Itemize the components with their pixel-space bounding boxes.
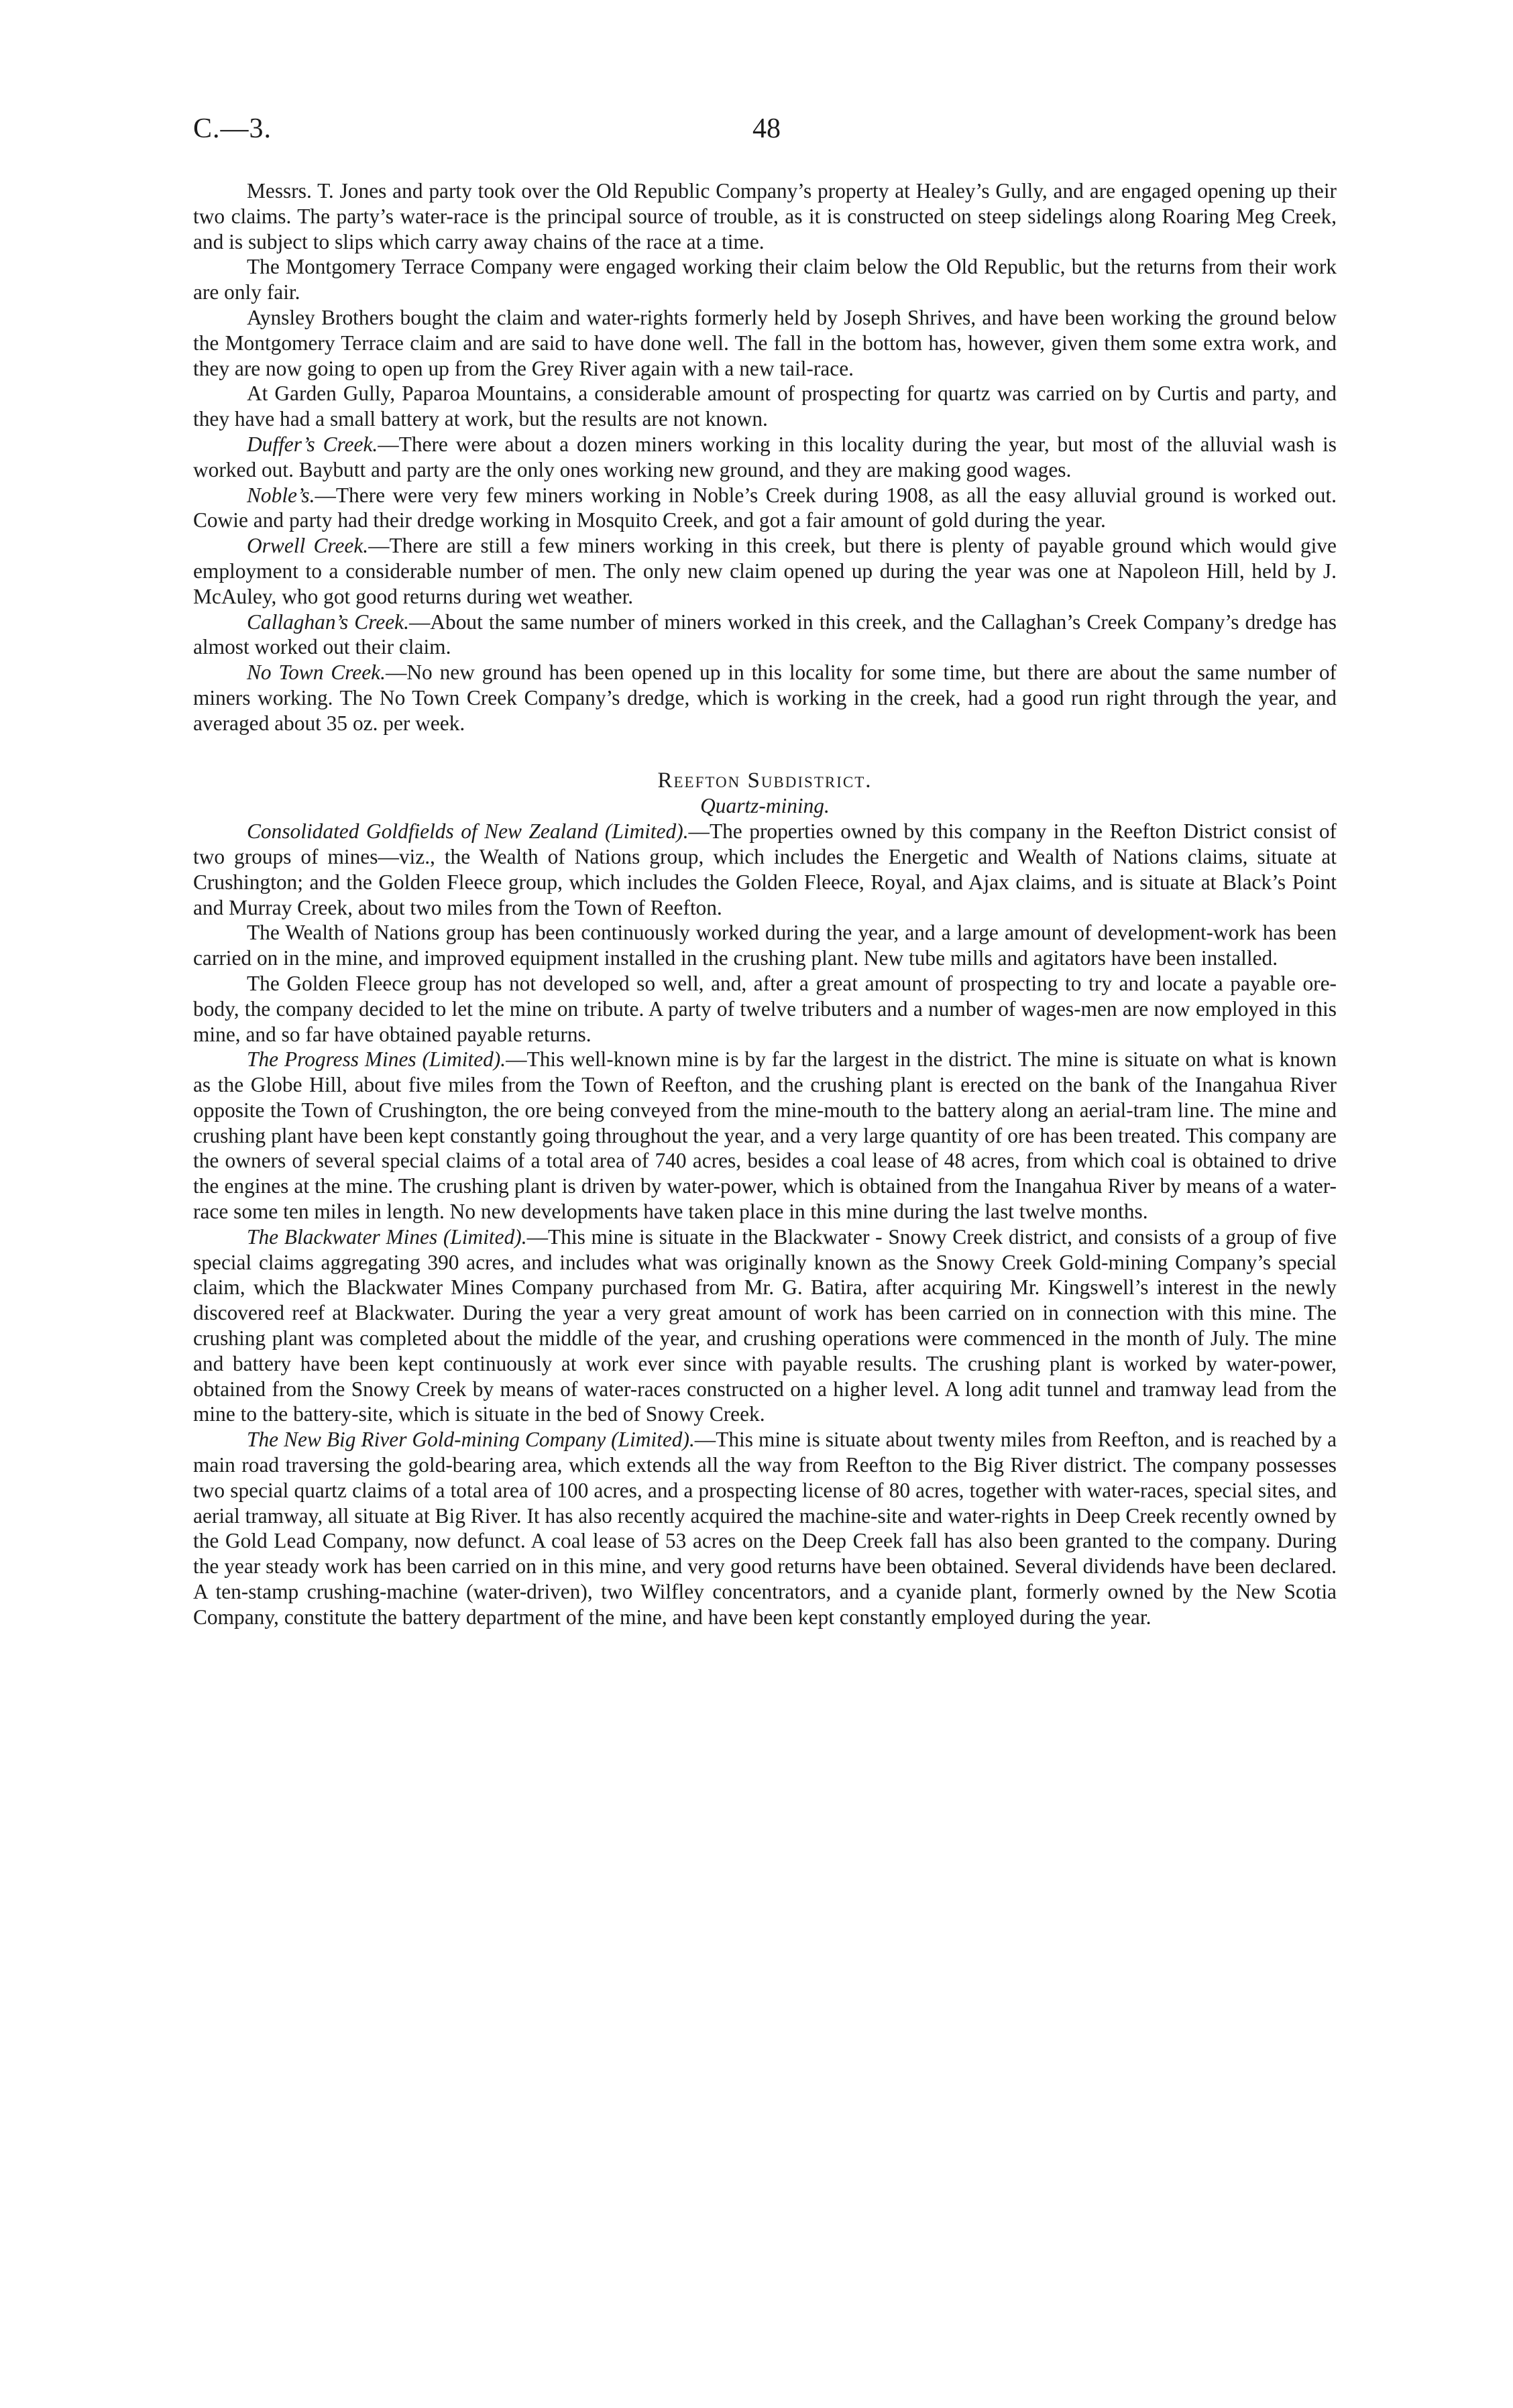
paragraphs-top bbox=[193, 178, 1337, 736]
paragraph-text: —This mine is situate in the Blackwater - Snowy Creek district, and consists of a group of five special claims aggregating 390 acres, and includes what was originally known as the Snowy Creek Gold-mining Company’s special claim, which the Blackwater Mines Company purchased from Mr. G. Batira, after acquiring Mr. Kingswell’s interest in the newly discovered reef at Blackwater. During the year a very great amount of work has been carried on in connection with this mine. The crushing plant was completed about the middle of the year, and crushing operations were commenced in the month of July. The mine and battery have been kept continuously at work ever since with payable results. The crushing plant is worked by water-power, obtained from the Snowy Creek by means of water-races constructed on a higher level. A long adit tunnel and tramway lead from the mine to the battery-site, which is situate in the bed of Snowy Creek. bbox=[193, 1224, 1337, 1426]
paragraph bbox=[193, 305, 1337, 381]
paragraph-text: —There were about a dozen miners working in this locality during the year, but most of the alluvial wash is worked out. Baybutt and party are the only ones working new ground, and they are making good wages. bbox=[193, 432, 1337, 481]
paragraph-text: The Wealth of Nations group has been continuously worked during the year, and a large amount of development-work has been carried on in the mine, and improved equipment installed in the crushing plant. New tube mills and agitators have been installed. bbox=[193, 921, 1337, 970]
paragraph bbox=[193, 610, 1337, 661]
paragraph-text: Messrs. T. Jones and party took over the Old Republic Company’s property at Healey’s Gully, and are engaged opening up their two claims. The party’s water-race is the principal source of trouble, as it is constructed on steep sidelings along Roaring Meg Creek, and is subject to slips which carry away chains of the race at a time. bbox=[193, 179, 1337, 253]
page-number: 48 bbox=[752, 113, 781, 144]
paragraph-text: —There are still a few miners working in this creek, but there is plenty of payable ground which would give employment to a considerable number of men. The only new claim opened up during the year was one at Napoleon Hill, held by J. McAuley, who got good returns during wet weather. bbox=[193, 534, 1337, 608]
document-reference: C.—3. bbox=[193, 113, 272, 144]
paragraph bbox=[193, 178, 1337, 254]
paragraph-text: The Golden Fleece group has not developed so well, and, after a great amount of prospecting to try and locate a payable ore-body, the company decided to let the mine on tribute. A party of twelve tributers and a number of wages-men are now employed in this mine, and so far have obtained payable returns. bbox=[193, 971, 1337, 1046]
paragraph-lead: Orwell Creek. bbox=[247, 534, 369, 558]
paragraph-lead: The New Big River Gold-mining Company (Limited). bbox=[247, 1428, 695, 1452]
paragraph-text: —The properties owned by this company in the Reefton District consist of two groups of mines—viz., the Wealth of Nations group, which includes the Energetic and Wealth of Nations claims, situate at Crushington; and the Golden Fleece group, which includes the Golden Fleece, Royal, and Ajax claims, and is situate at Black’s Point and Murray Creek, about two miles from the Town of Reefton. bbox=[193, 819, 1337, 919]
paragraph-lead: Callaghan’s Creek. bbox=[247, 610, 409, 634]
paragraph-lead: Noble’s. bbox=[247, 483, 315, 507]
page-body bbox=[193, 178, 1337, 1630]
paragraph-text: Aynsley Brothers bought the claim and water-rights formerly held by Joseph Shrives, and have been working the ground below the Montgomery Terrace claim and are said to have done well. The fall in the bottom has, however, given them some extra work, and they are now going to open up from the Grey River again with a new tail-race. bbox=[193, 305, 1337, 380]
page-header bbox=[193, 113, 1340, 153]
paragraph-lead: The Blackwater Mines (Limited). bbox=[247, 1224, 527, 1249]
section-heading: Reefton Subdistrict. bbox=[657, 768, 873, 793]
paragraph-text: At Garden Gully, Paparoa Mountains, a considerable amount of prospecting for quartz was carried on by Curtis and party, and they have had a small battery at work, but the results are not known. bbox=[193, 382, 1337, 431]
paragraph-lead: No Town Creek. bbox=[247, 661, 386, 685]
paragraph-text: —No new ground has been opened up in this locality for some time, but there are about the same number of miners working. The No Town Creek Company’s dredge, which is working in the creek, had a good run right through the year, and averaged about 35 oz. per week. bbox=[193, 661, 1337, 735]
paragraph bbox=[193, 1224, 1337, 1427]
paragraph-text: —About the same number of miners worked in this creek, and the Callaghan’s Creek Company’s dredge has almost worked out their claim. bbox=[193, 610, 1337, 659]
section-subheading: Quartz-mining. bbox=[700, 794, 830, 818]
paragraphs-bottom bbox=[193, 819, 1337, 1630]
paragraph-text: The Montgomery Terrace Company were engaged working their claim below the Old Republic, but the returns from their work are only fair. bbox=[193, 255, 1337, 304]
paragraph-text: —This mine is situate about twenty miles from Reefton, and is reached by a main road traversing the gold-bearing area, which extends all the way from Reefton to the Big River district. The company possesses two special quartz claims of a total area of 100 acres, and a prospecting license of 80 acres, together with water-races, special sites, and aerial tramway, all situate at Big River. It has also recently acquired the machine-site and water-rights in Deep Creek recently owned by the Gold Lead Company, now defunct. A coal lease of 53 acres on the Deep Creek fall has also been granted to the company. During the year steady work has been carried on in this mine, and very good returns have been obtained. Several dividends have been declared. A ten-stamp crushing-machine (water-driven), two Wilfley concentrators, and a cyanide plant, formerly owned by the New Scotia Company, constitute the battery department of the mine, and have been kept constantly employed during the year. bbox=[193, 1428, 1337, 1629]
paragraph bbox=[193, 920, 1337, 971]
paragraph bbox=[193, 660, 1337, 736]
paragraph bbox=[193, 819, 1337, 920]
paragraph bbox=[193, 533, 1337, 609]
paragraph bbox=[193, 254, 1337, 305]
paragraph bbox=[193, 1047, 1337, 1224]
paragraph-text: —There were very few miners working in Noble’s Creek during 1908, as all the easy alluvial ground is worked out. Cowie and party had their dredge working in Mosquito Creek, and got a fair amount of gold during the year. bbox=[193, 483, 1337, 532]
paragraph-lead: Duffer’s Creek. bbox=[247, 432, 378, 456]
paragraph bbox=[193, 381, 1337, 432]
paragraph-text: —This well-known mine is by far the largest in the district. The mine is situate on what is known as the Globe Hill, about five miles from the Town of Reefton, and the crushing plant is erected on the bank of the Inangahua River opposite the Town of Crushington, the ore being conveyed from the mine-mouth to the battery along an aerial-tram line. The mine and crushing plant have been kept constantly going throughout the year, and a very large quantity of ore has been treated. This company are the owners of several special claims of a total area of 740 acres, besides a coal lease of 48 acres, from which coal is obtained to drive the engines at the mine. The crushing plant is driven by water-power, which is obtained from the Inangahua River by means of a water-race some ten miles in length. No new developments have taken place in this mine during the last twelve months. bbox=[193, 1047, 1337, 1224]
paragraph bbox=[193, 1427, 1337, 1629]
paragraph bbox=[193, 432, 1337, 483]
paragraph bbox=[193, 483, 1337, 534]
paragraph-lead: Consolidated Goldfields of New Zealand (Limited). bbox=[247, 819, 689, 844]
paragraph-lead: The Progress Mines (Limited). bbox=[247, 1047, 506, 1072]
paragraph bbox=[193, 971, 1337, 1047]
